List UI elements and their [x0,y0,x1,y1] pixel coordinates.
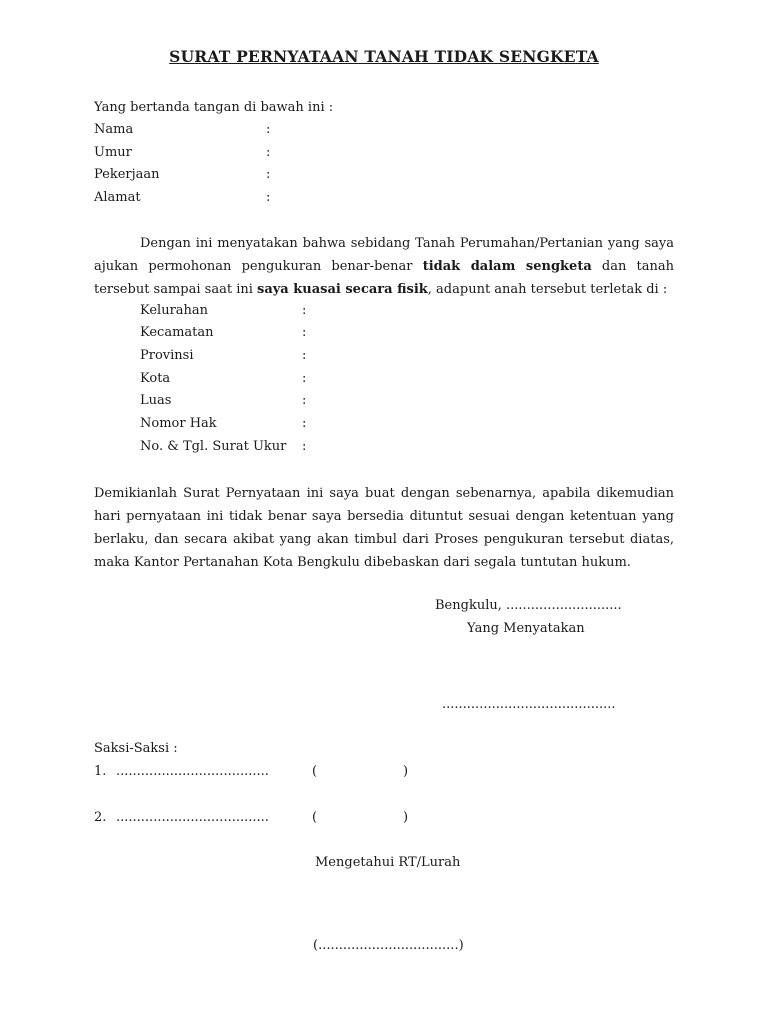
statement-text: Dengan ini menyatakan bahwa sebidang Tanah Perumahan/Pertanian yang saya ajukan permohonan pengukuran benar-benar [94,236,674,274]
witness-sign-close: ) [403,810,409,825]
witness-number: 2. [94,810,107,825]
field-label-luas: Luas [140,393,172,408]
acknowledgement-label: Mengetahui RT/Lurah [315,855,461,870]
field-label-umur: Umur [94,145,132,160]
witness-number: 1. [94,764,107,779]
witness-sign-open: ( [312,810,318,825]
field-label-provinsi: Provinsi [140,348,194,363]
statement-text: dan tanah tersebut sampai saat ini [94,259,675,297]
document-title: SURAT PERNYATAAN TANAH TIDAK SENGKETA [169,47,599,66]
field-colon: : [302,393,307,408]
signer-label: Yang Menyatakan [467,621,585,636]
statement-bold-physical-possession: saya kuasai secara fisik [257,282,428,297]
field-label-kota: Kota [140,371,171,386]
witness-name-line: ..................................... [116,764,269,779]
field-colon: : [302,325,307,340]
field-label-nomor-hak: Nomor Hak [140,416,217,431]
statement-paragraph [94,232,674,301]
acknowledgement-signature-line: (..................................) [313,938,464,953]
field-colon: : [302,348,307,363]
statement-bold-not-disputed: tidak dalam sengketa [422,259,592,274]
witness-name-line: ..................................... [116,810,269,825]
witness-sign-open: ( [312,764,318,779]
witness-sign-close: ) [403,764,409,779]
intro-text: Yang bertanda tangan di bawah ini : [94,100,334,115]
field-colon: : [302,303,307,318]
closing-paragraph: Demikianlah Surat Pernyataan ini saya buat dengan sebenarnya, apabila dikemudian hari pernyataan ini tidak benar saya bersedia dituntut sesuai dengan ketentuan yang berlaku, dan secara akibat yang akan timbul dari Proses pengukuran tersebut diatas, maka Kantor Pertanahan Kota Bengkulu dibebaskan dari segala tuntutan hukum. [94,486,674,570]
field-label-kecamatan: Kecamatan [140,325,214,340]
place-date: Bengkulu, ............................ [435,598,622,613]
field-label-kelurahan: Kelurahan [140,303,209,318]
field-colon: : [302,371,307,386]
witnesses-label: Saksi-Saksi : [94,741,178,756]
statement-text: , adapunt anah tersebut terletak di : [427,282,668,297]
field-label-surat-ukur: No. & Tgl. Surat Ukur [140,439,287,454]
field-label-alamat: Alamat [94,190,141,205]
field-colon: : [266,145,271,160]
field-label-pekerjaan: Pekerjaan [94,167,160,182]
signature-line: .......................................... [442,697,616,712]
field-label-nama: Nama [94,122,134,137]
field-colon: : [266,190,271,205]
field-colon: : [266,167,271,182]
field-colon: : [266,122,271,137]
field-colon: : [302,439,307,454]
field-colon: : [302,416,307,431]
